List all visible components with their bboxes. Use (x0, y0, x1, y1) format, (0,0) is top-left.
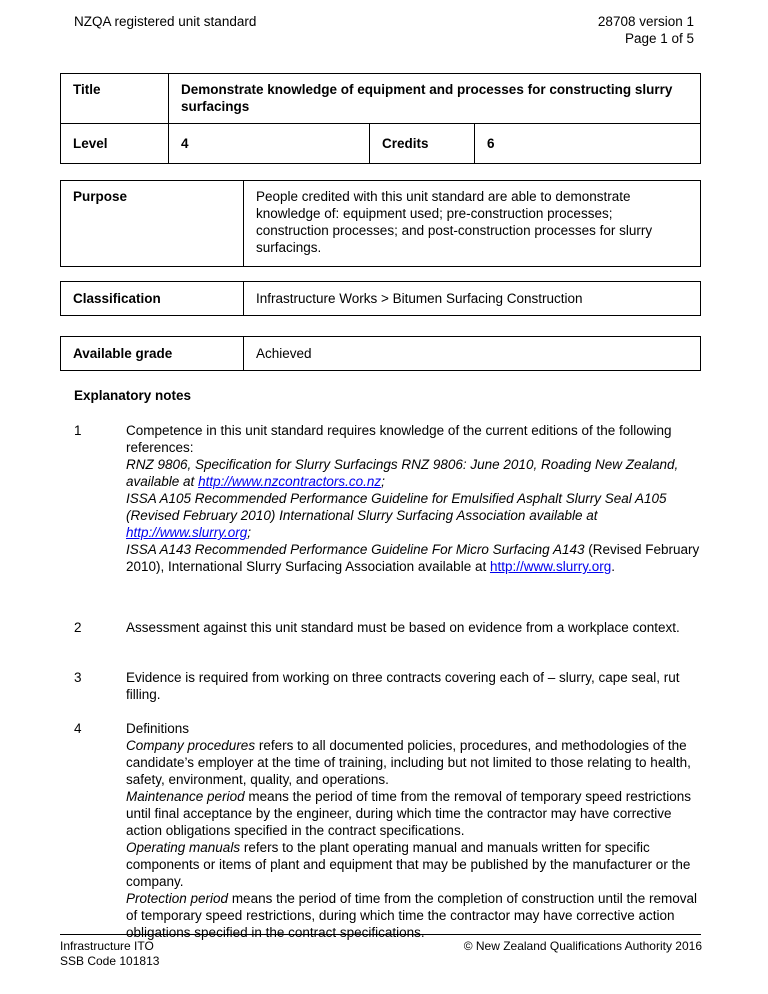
note-3-text: Evidence is required from working on three contracts covering each of – slurry, cape seal, rut filling. (126, 670, 680, 702)
footer-divider (60, 934, 701, 935)
note-1-ref1-end: ; (381, 474, 385, 489)
definition-term: Maintenance period (126, 789, 245, 804)
grade-table (60, 336, 701, 371)
purpose-table (60, 180, 701, 267)
purpose-label: Purpose (61, 181, 244, 267)
note-1-ref3-title: ISSA A143 Recommended Performance Guideline For Micro Surfacing A143 (126, 542, 585, 557)
slurry-link-1[interactable]: http://www.slurry.org (126, 525, 248, 540)
header-doc-type: NZQA registered unit standard (74, 14, 257, 29)
note-1-ref2: ISSA A105 Recommended Performance Guideline for Emulsified Asphalt Slurry Seal A105 (Revised February 2010) International Slurry Surfacing Association available at (126, 491, 667, 523)
title-value: Demonstrate knowledge of equipment and processes for constructing slurry surfacings (169, 74, 701, 124)
slurry-link-2[interactable]: http://www.slurry.org (489, 559, 612, 574)
note-number: 3 (74, 670, 82, 685)
level-value: 4 (169, 124, 370, 164)
note-1-ref2-end: ; (247, 525, 252, 540)
definition-term: Operating manuals (126, 840, 241, 855)
header-version-page (598, 13, 694, 47)
title-label: Title (61, 74, 169, 124)
classification-value: Infrastructure Works > Bitumen Surfacing Construction (244, 282, 701, 316)
notes-heading: Explanatory notes (74, 388, 192, 403)
grade-label: Available grade (61, 337, 244, 371)
note-2-text: Assessment against this unit standard must be based on evidence from a workplace context. (126, 620, 680, 635)
definition-term: Protection period (126, 891, 229, 906)
definition-text: means the period of time from the completion of construction until the removal of temporary speed restrictions, during which time the contractor may have corrective action obligations specified in the contract specifications. (126, 891, 698, 940)
footer-org (60, 939, 159, 969)
header-page-number: Page 1 of 5 (624, 31, 694, 46)
grade-value: Achieved (244, 337, 701, 371)
note-4 (74, 720, 704, 941)
note-1-ref3-end: . (611, 559, 616, 574)
footer-org-name: Infrastructure ITO (60, 939, 154, 953)
note-number: 1 (74, 423, 82, 438)
note-number: 2 (74, 620, 82, 635)
note-2 (74, 619, 704, 636)
note-1-ref3: (Revised February 2010), International Slurry Surfacing Association available at (126, 542, 700, 574)
note-number: 4 (74, 721, 82, 736)
note-1-ref1: RNZ 9806, Specification for Slurry Surfacings RNZ 9806: June 2010, Roading New Zealand, available at (126, 457, 679, 489)
note-1 (74, 422, 704, 575)
note-3 (74, 669, 704, 703)
definition-operating-manuals (126, 839, 704, 890)
definition-text: refers to the plant operating manual and manuals written for specific components or items of plant and equipment that may be published by the manufacturer or the company. (126, 840, 691, 889)
definition-maintenance-period (126, 788, 704, 839)
definition-text: means the period of time from the removal of temporary speed restrictions until final acceptance by the engineer, during which time the contractor may have corrective action obligations specified in the contract specifications. (126, 789, 692, 838)
classification-table (60, 281, 701, 316)
title-table (60, 73, 701, 164)
definition-term: Company procedures (126, 738, 256, 753)
definition-text: refers to all documented policies, procedures, and methodologies of the candidate’s employer at the time of training, including but not limited to those relating to health, safety, environment, quality, and operations. (126, 738, 691, 787)
classification-label: Classification (61, 282, 244, 316)
credits-value: 6 (475, 124, 701, 164)
definitions-heading: Definitions (126, 721, 190, 736)
definition-company-procedures (126, 737, 704, 788)
purpose-value: People credited with this unit standard are able to demonstrate knowledge of: equipment used; pre-construction processes; construction processes; and post-construction processes for slurry surfacings. (244, 181, 701, 267)
credits-label: Credits (370, 124, 475, 164)
footer-copyright: © New Zealand Qualifications Authority 2016 (463, 939, 702, 953)
footer-ssb-code: SSB Code 101813 (60, 954, 160, 968)
nzcontractors-link[interactable]: http://www.nzcontractors.co.nz (198, 474, 382, 489)
note-1-intro: Competence in this unit standard requires knowledge of the current editions of the following references: (126, 423, 672, 455)
level-label: Level (61, 124, 169, 164)
header-version: 28708 version 1 (597, 14, 694, 29)
